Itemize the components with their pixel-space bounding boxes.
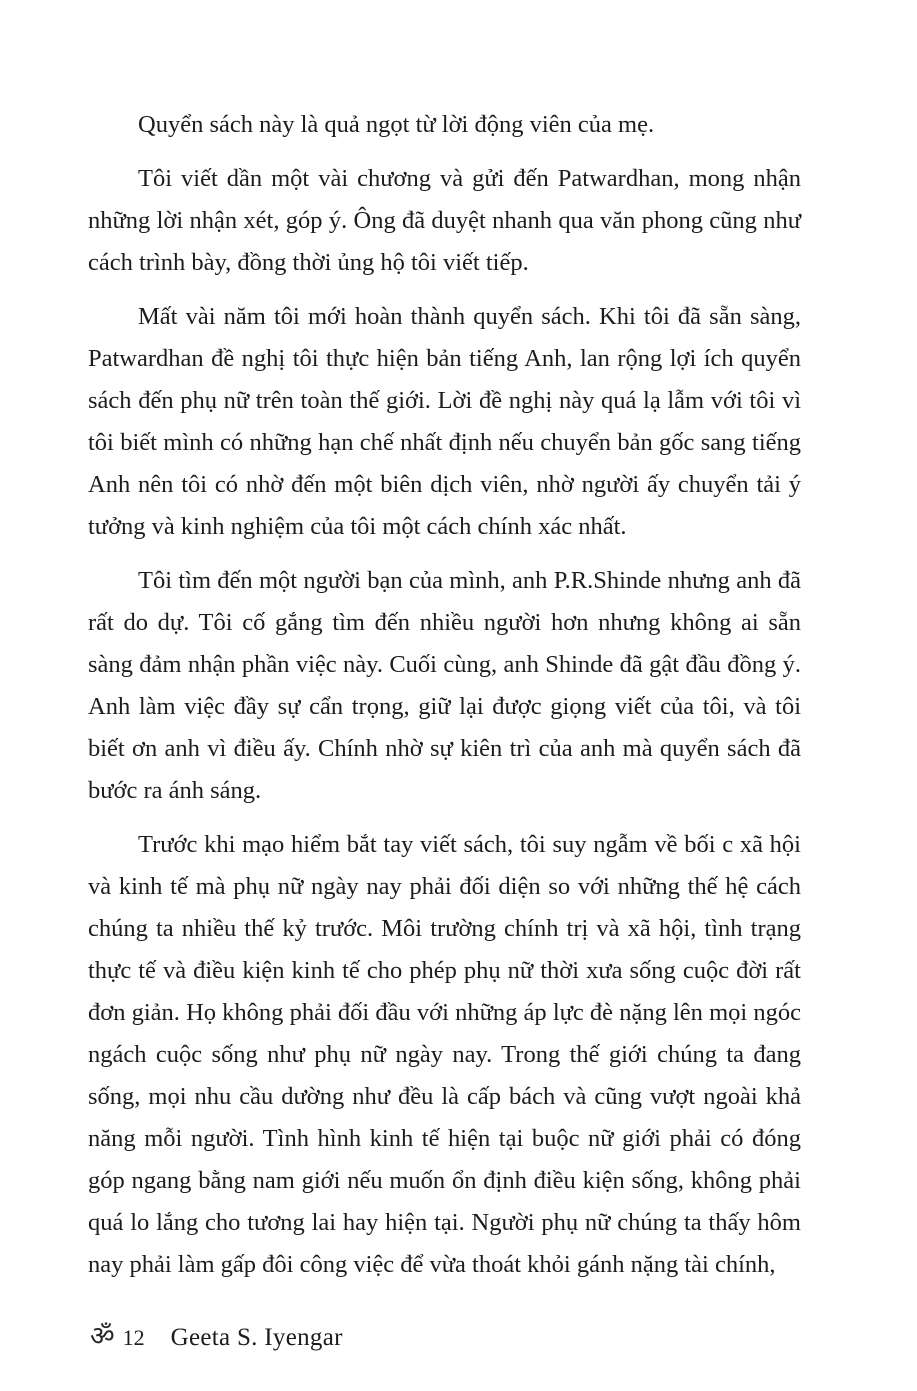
page-body-text <box>88 104 801 1298</box>
om-icon: ॐ <box>90 1321 115 1351</box>
paragraph: Tôi tìm đến một người bạn của mình, anh P.R.Shinde nhưng anh đã rất do dự. Tôi cố gắng tìm đến nhiều người hơn nhưng không ai sẵn sàng đảm nhận phần việc này. Cuối cùng, anh Shinde đã gật đầu đồng ý. Anh làm việc đầy sự cẩn trọng, giữ lại được giọng viết của tôi, và tôi biết ơn anh vì điều ấy. Chính nhờ sự kiên trì của anh mà quyển sách đã bước ra ánh sáng. <box>88 567 801 804</box>
page-number: 12 <box>122 1325 145 1350</box>
paragraph: Quyển sách này là quả ngọt từ lời động viên của mẹ. <box>138 111 655 138</box>
paragraph: Tôi viết dần một vài chương và gửi đến Patwardhan, mong nhận những lời nhận xét, góp ý. Ông đã duyệt nhanh qua văn phong cũng như cách trình bày, đồng thời ủng hộ tôi viết tiếp. <box>88 165 801 276</box>
paragraph: Trước khi mạo hiểm bắt tay viết sách, tôi suy ngẫm về bối c xã hội và kinh tế mà phụ nữ ngày nay phải đối diện so với những thế hệ cách chúng ta nhiều thế kỷ trước. Môi trường chính trị và xã hội, tình trạng thực tế và điều kiện kinh tế cho phép phụ nữ thời xưa sống cuộc đời rất đơn giản. Họ không phải đối đầu với những áp lực đè nặng lên mọi ngóc ngách cuộc sống như phụ nữ ngày nay. Trong thế giới chúng ta đang sống, mọi nhu cầu dường như đều là cấp bách và cũng vượt ngoài khả năng mỗi người. Tình hình kinh tế hiện tại buộc nữ giới phải có đóng góp ngang bằng nam giới nếu muốn ổn định điều kiện sống, không phải quá lo lắng cho tương lai hay hiện tại. Người phụ nữ chúng ta thấy hôm nay phải làm gấp đôi công việc để vừa thoát khỏi gánh nặng tài chính, <box>88 831 801 1278</box>
page-footer <box>90 1316 343 1353</box>
author-name: Geeta S. Iyengar <box>170 1324 343 1351</box>
paragraph: Mất vài năm tôi mới hoàn thành quyển sách. Khi tôi đã sẵn sàng, Patwardhan đề nghị tôi thực hiện bản tiếng Anh, lan rộng lợi ích quyển sách đến phụ nữ trên toàn thế giới. Lời đề nghị này quá lạ lẫm với tôi vì tôi biết mình có những hạn chế nhất định nếu chuyển bản gốc sang tiếng Anh nên tôi có nhờ đến một biên dịch viên, nhờ người ấy chuyển tải ý tưởng và kinh nghiệm của tôi một cách chính xác nhất. <box>88 303 801 540</box>
